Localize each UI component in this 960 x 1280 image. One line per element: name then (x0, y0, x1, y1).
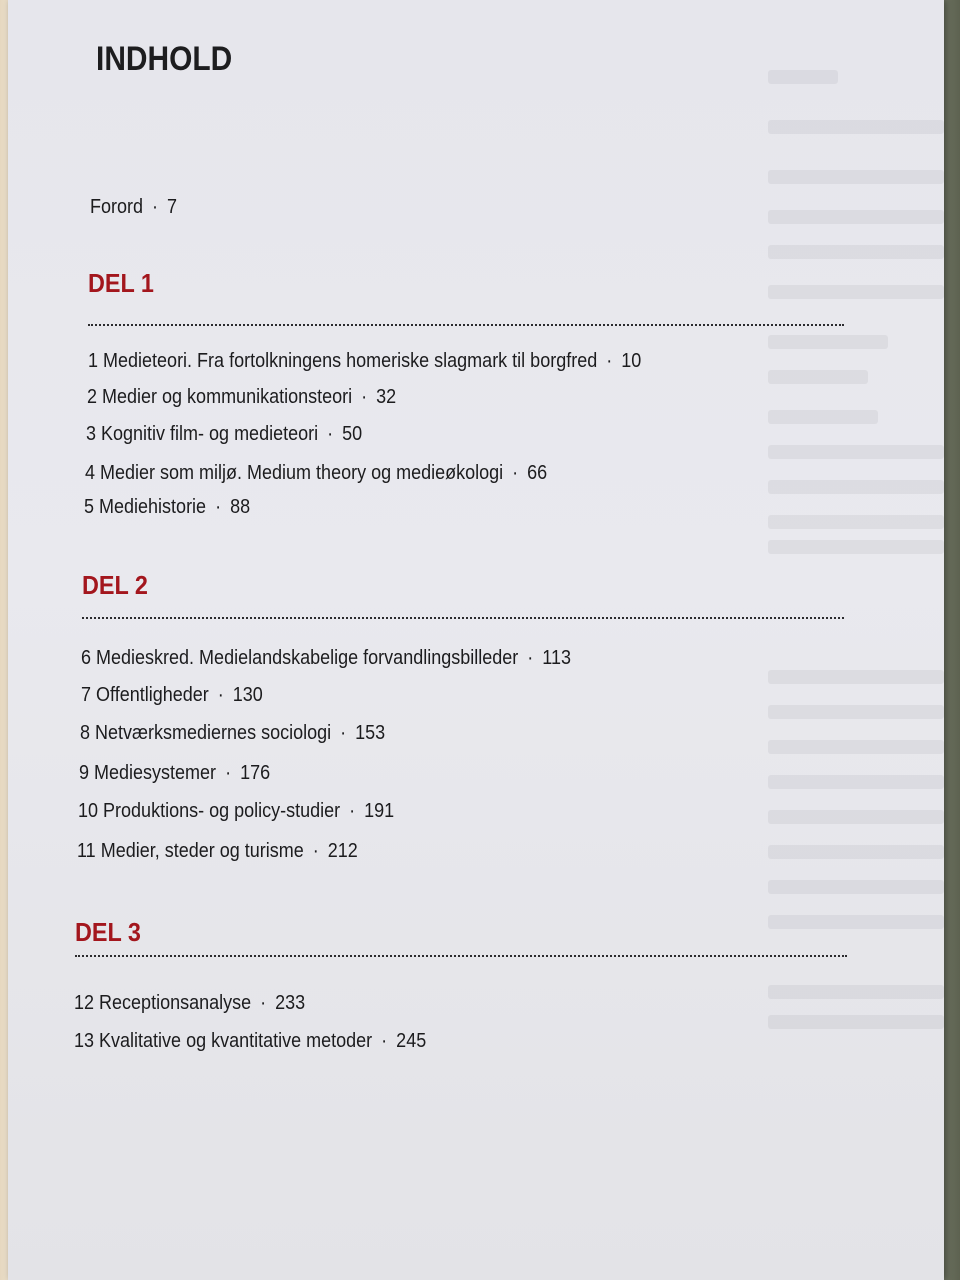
show-through (768, 810, 944, 824)
entry-title: Medier og kommunikationsteori (102, 386, 353, 408)
show-through (768, 740, 944, 754)
entry-page: 153 (355, 722, 386, 744)
entry-separator: · (215, 496, 222, 518)
show-through (768, 705, 944, 719)
chapter-number: 5 (84, 496, 95, 518)
toc-entry-chapter-3 (86, 423, 362, 446)
dotted-rule (88, 324, 844, 326)
toc-entry-chapter-13 (74, 1030, 426, 1053)
entry-page: 66 (527, 462, 548, 484)
show-through (768, 1015, 944, 1029)
entry-title: Mediehistorie (99, 496, 207, 518)
entry-title: Medieteori. Fra fortolkningens homeriske slagmark til borgfred (103, 350, 598, 372)
entry-separator: · (340, 722, 347, 744)
show-through (768, 915, 944, 929)
show-through (768, 335, 888, 349)
show-through (768, 410, 878, 424)
page-title: INDHOLD (96, 40, 233, 78)
toc-entry-foreword (90, 196, 177, 219)
entry-separator: · (225, 762, 232, 784)
entry-title: Receptionsanalyse (99, 992, 252, 1014)
entry-separator: · (152, 196, 159, 218)
entry-title: Produktions- og policy-studier (103, 800, 341, 822)
entry-page: 7 (167, 196, 178, 218)
chapter-number: 11 (77, 840, 96, 862)
toc-entry-chapter-2 (87, 386, 396, 409)
toc-entry-chapter-4 (85, 462, 547, 485)
entry-title: Medieskred. Medielandskabelige forvandlingsbilleder (96, 647, 519, 669)
chapter-number: 2 (87, 386, 98, 408)
part-heading-3: DEL 3 (75, 917, 141, 947)
show-through (768, 210, 944, 224)
toc-entry-chapter-7 (81, 684, 263, 707)
entry-separator: · (312, 840, 319, 862)
chapter-number: 7 (81, 684, 92, 706)
show-through (768, 880, 944, 894)
toc-entry-chapter-5 (84, 496, 250, 519)
entry-title: Mediesystemer (94, 762, 217, 784)
show-through (768, 370, 868, 384)
entry-title: Netværksmediernes sociologi (95, 722, 332, 744)
part-heading-1: DEL 1 (88, 268, 154, 298)
show-through (768, 70, 838, 84)
entry-title: Kvalitative og kvantitative metoder (99, 1030, 373, 1052)
show-through (768, 445, 944, 459)
entry-separator: · (512, 462, 519, 484)
entry-separator: · (381, 1030, 388, 1052)
entry-page: 10 (621, 350, 642, 372)
dotted-rule (82, 617, 844, 619)
show-through (768, 285, 944, 299)
chapter-number: 10 (78, 800, 99, 822)
show-through (768, 670, 944, 684)
chapter-number: 9 (79, 762, 90, 784)
toc-entry-chapter-8 (80, 722, 385, 745)
entry-separator: · (527, 647, 534, 669)
entry-separator: · (327, 423, 334, 445)
toc-entry-chapter-12 (74, 992, 305, 1015)
entry-separator: · (606, 350, 613, 372)
entry-page: 113 (542, 647, 571, 669)
show-through (768, 845, 944, 859)
entry-page: 212 (327, 840, 358, 862)
entry-title: Forord (90, 196, 144, 218)
show-through (768, 515, 944, 529)
toc-entry-chapter-10 (78, 800, 394, 823)
entry-page: 130 (232, 684, 263, 706)
chapter-number: 13 (74, 1030, 95, 1052)
entry-title: Medier som miljø. Medium theory og medieøkologi (100, 462, 504, 484)
show-through (768, 245, 944, 259)
show-through (768, 480, 944, 494)
book-page (8, 0, 944, 1280)
entry-separator: · (217, 684, 224, 706)
show-through (768, 120, 944, 134)
entry-page: 50 (342, 423, 363, 445)
chapter-number: 4 (85, 462, 96, 484)
entry-page: 176 (240, 762, 271, 784)
entry-separator: · (260, 992, 267, 1014)
chapter-number: 6 (81, 647, 92, 669)
entry-title: Offentligheder (96, 684, 209, 706)
chapter-number: 8 (80, 722, 91, 744)
chapter-number: 1 (88, 350, 99, 372)
show-through (768, 170, 944, 184)
entry-page: 191 (364, 800, 395, 822)
toc-entry-chapter-11 (77, 840, 358, 863)
show-through (768, 985, 944, 999)
dotted-rule (75, 955, 847, 957)
toc-entry-chapter-1 (88, 350, 641, 373)
toc-entry-chapter-9 (79, 762, 270, 785)
show-through (768, 775, 944, 789)
entry-page: 245 (396, 1030, 427, 1052)
entry-page: 233 (275, 992, 306, 1014)
toc-entry-chapter-6 (81, 647, 571, 670)
entry-separator: · (349, 800, 356, 822)
entry-page: 88 (230, 496, 251, 518)
chapter-number: 3 (86, 423, 97, 445)
entry-title: Kognitiv film- og medieteori (101, 423, 319, 445)
part-heading-2: DEL 2 (82, 570, 148, 600)
entry-title: Medier, steder og turisme (100, 840, 304, 862)
show-through (768, 540, 944, 554)
chapter-number: 12 (74, 992, 95, 1014)
entry-page: 32 (376, 386, 397, 408)
entry-separator: · (361, 386, 368, 408)
